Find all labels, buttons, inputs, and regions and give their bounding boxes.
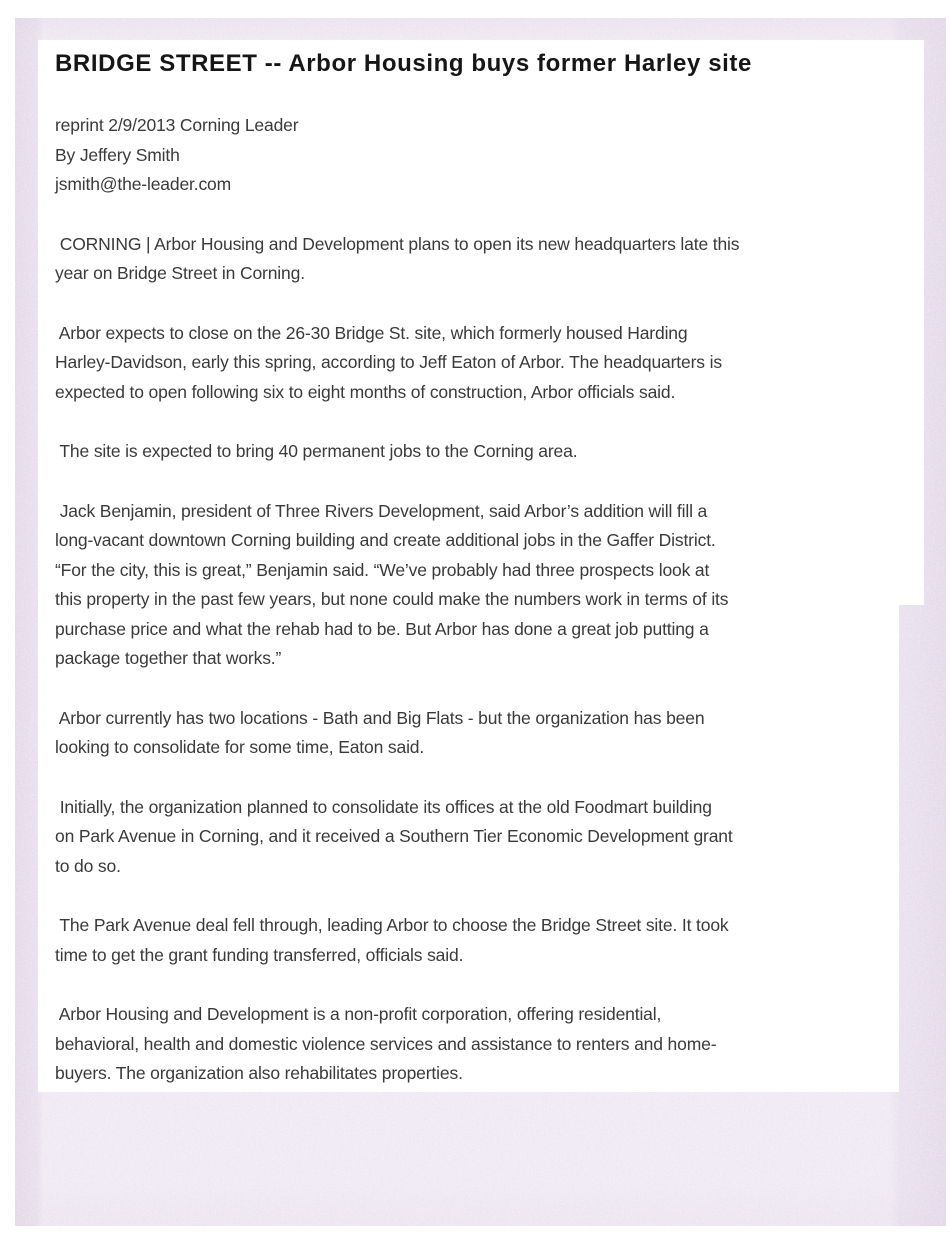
text-line: this property in the past few years, but none could make the numbers work in terms of its [55,589,729,609]
text-line: purchase price and what the rehab had to be. But Arbor has done a great job putting a [55,618,709,639]
paragraph [55,497,899,674]
text-line: year on Bridge Street in Corning. [55,263,305,283]
text-line: Jack Benjamin, president of Three Rivers Development, said Arbor’s addition will fill a [55,500,708,521]
text-line: Arbor expects to close on the 26-30 Bridge St. site, which formerly housed Harding [55,322,688,343]
text-line: behavioral, health and domestic violence services and assistance to renters and home- [55,1033,717,1054]
text-line: Arbor currently has two locations - Bath and Big Flats - but the organization has been [55,707,705,728]
article-body [55,230,899,1089]
article-meta [55,111,899,200]
paragraph [55,437,899,467]
text-line: buyers. The organization also rehabilitates properties. [55,1063,463,1083]
text-line: Initially, the organization planned to consolidate its offices at the old Foodmart building [55,796,712,817]
article [38,40,899,1089]
text-line: expected to open following six to eight months of construction, Arbor officials said. [55,381,676,402]
text-line: “For the city, this is great,” Benjamin said. “We’ve probably had three prospects look at [55,559,710,580]
text-line: Arbor Housing and Development is a non-profit corporation, offering residential, [55,1004,662,1024]
paragraph [55,793,899,882]
text-line: package together that works.” [55,648,282,668]
text-line: The site is expected to bring 40 permanent jobs to the Corning area. [55,441,578,461]
text-line: long-vacant downtown Corning building and create additional jobs in the Gaffer District. [55,530,716,550]
paragraph [55,230,899,289]
text-line: looking to consolidate for some time, Eaton said. [55,737,425,757]
paragraph [55,911,899,970]
text-line: time to get the grant funding transferred, officials said. [55,944,464,965]
paragraph [55,704,899,763]
paragraph [55,1000,899,1089]
text-line: to do so. [55,855,121,876]
text-line: reprint 2/9/2013 Corning Leader [55,115,299,135]
text-line: jsmith@the-leader.com [55,174,232,194]
text-line: The Park Avenue deal fell through, leading Arbor to choose the Bridge Street site. It took [55,915,729,935]
paragraph [55,319,899,408]
article-title: BRIDGE STREET -- Arbor Housing buys former Harley site [55,50,752,77]
text-line: CORNING | Arbor Housing and Development plans to open its new headquarters late this [55,233,740,254]
text-line: Harley-Davidson, early this spring, according to Jeff Eaton of Arbor. The headquarters is [55,352,722,372]
text-line: on Park Avenue in Corning, and it received a Southern Tier Economic Development grant [55,826,733,846]
text-line: By Jeffery Smith [55,144,180,165]
